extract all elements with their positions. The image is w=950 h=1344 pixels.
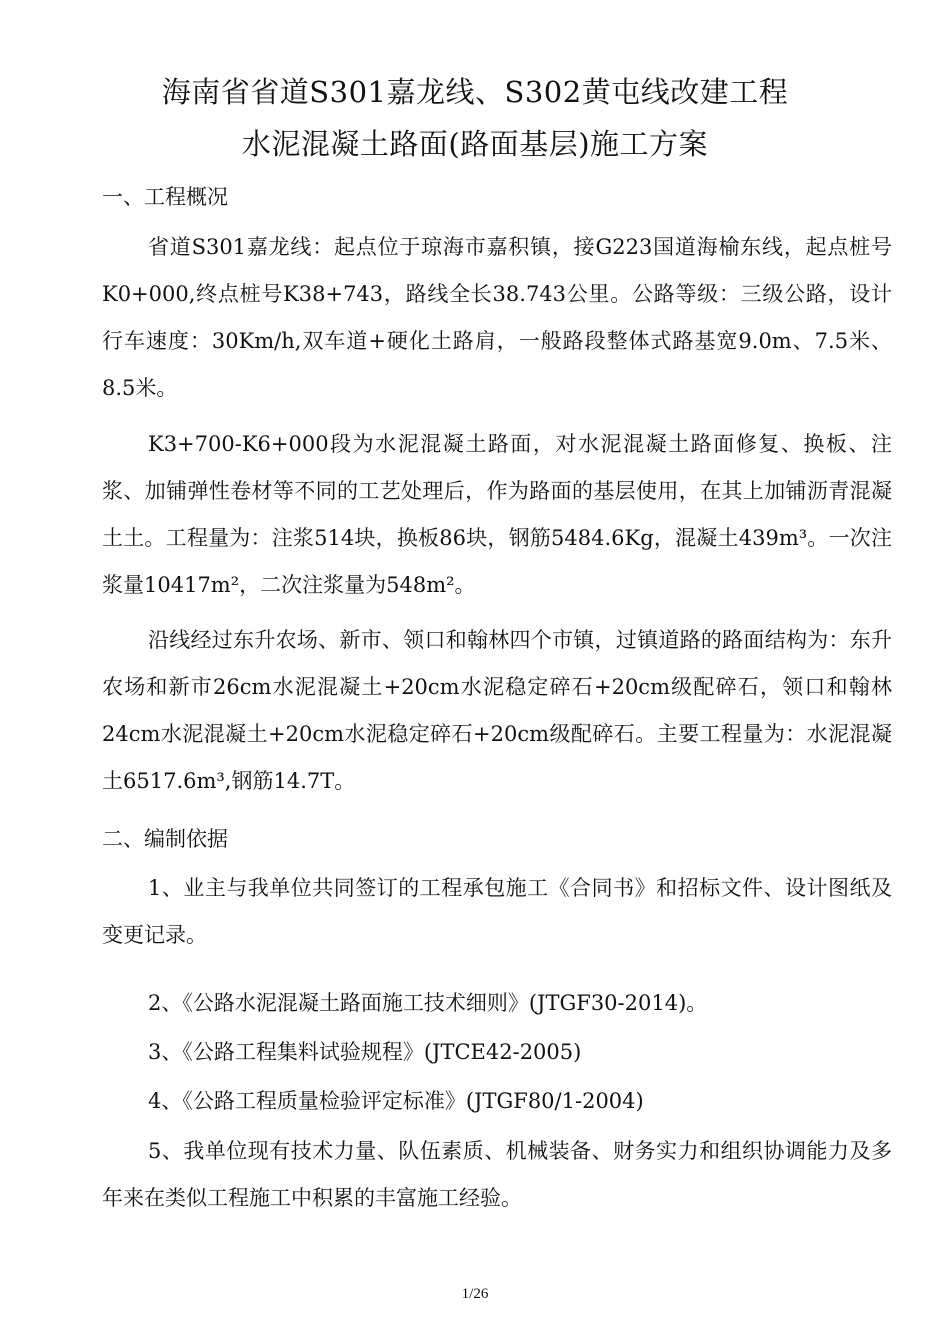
paragraph-town-roads: 沿线经过东升农场、新市、领口和翰林四个市镇，过镇道路的路面结构为：东升农场和新市26cm水泥混凝土+20cm水泥稳定碎石+20cm级配碎石，领口和翰林24cm水泥混凝土+20cm水泥稳定碎石+20cm级配碎石。主要工程量为：水泥混凝土6517.6m³,钢筋14.7T。: [102, 628, 892, 793]
document-title-line1: 海南省省道S301嘉龙线、S302黄屯线改建工程: [161, 75, 789, 109]
paragraph-concrete-section: K3+700-K6+000段为水泥混凝土路面，对水泥混凝土路面修复、换板、注浆、加铺弹性卷材等不同的工艺处理后，作为路面的基层使用，在其上加铺沥青混凝土土。工程量为：注浆514块，换板86块，钢筋5484.6Kg，混凝土439m³。一次注浆量10417m²，二次注浆量为548m²。: [102, 432, 892, 597]
page-number: 1/26: [461, 1286, 489, 1302]
basis-item-5: 5、我单位现有技术力量、队伍素质、机械装备、财务实力和组织协调能力及多年来在类似工程施工中积累的丰富施工经验。: [102, 1139, 892, 1210]
document-title-line2: 水泥混凝土路面(路面基层)施工方案: [241, 127, 709, 161]
section-heading-basis: 二、编制依据: [102, 827, 228, 851]
paragraph-route-s301: 省道S301嘉龙线：起点位于琼海市嘉积镇，接G223国道海榆东线，起点桩号K0+000,终点桩号K38+743，路线全长38.743公里。公路等级：三级公路，设计行车速度：30Km/h,双车道+硬化土路肩，一般路段整体式路基宽9.0m、7.5米、8.5米。: [102, 235, 892, 400]
basis-item-1: 1、业主与我单位共同签订的工程承包施工《合同书》和招标文件、设计图纸及变更记录。: [102, 876, 892, 947]
basis-item-4: 4、《公路工程质量检验评定标准》(JTGF80/1-2004): [148, 1089, 644, 1113]
basis-item-3: 3、《公路工程集料试验规程》(JTCE42-2005): [148, 1040, 582, 1064]
basis-item-2: 2、《公路水泥混凝土路面施工技术细则》(JTGF30-2014)。: [148, 991, 708, 1015]
section-heading-overview: 一、工程概况: [102, 185, 228, 209]
